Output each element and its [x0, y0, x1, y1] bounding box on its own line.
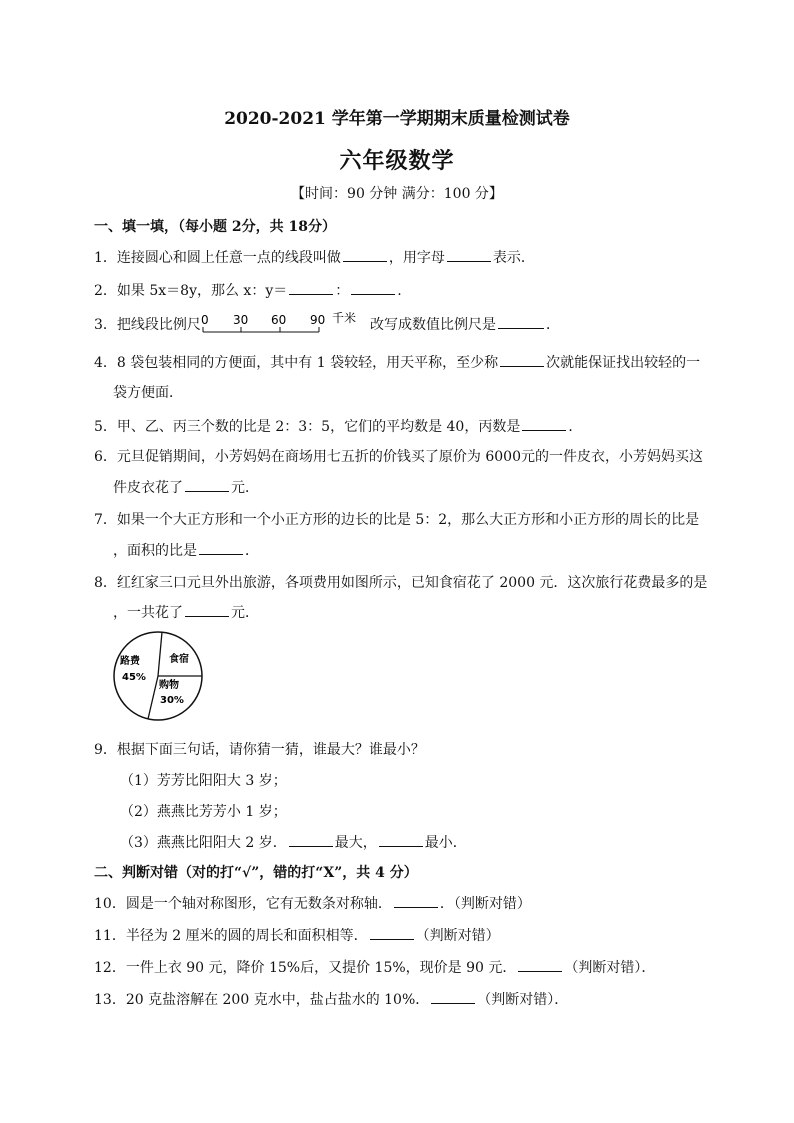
scale-tick-label: 30 — [233, 313, 249, 327]
question-4-cont: 袋方便面． — [113, 385, 183, 401]
answer-blank[interactable] — [522, 418, 566, 431]
pie-label-shisu: 食宿 — [169, 654, 189, 665]
answer-blank[interactable] — [447, 249, 491, 262]
question-7-cont: ，面积的比是 ． — [113, 543, 259, 559]
answer-blank[interactable] — [199, 542, 243, 555]
question-9-statement-3: （3）燕燕比阳阳大 2 岁． 最大， 最小． — [120, 835, 467, 851]
question-1: 1．连接圆心和圆上任意一点的线段叫做 ，用字母 表示． — [94, 250, 535, 266]
question-6-cont: 件皮衣花了 元． — [113, 480, 259, 496]
question-9: 9．根据下面三句话，请你猜一猜，谁最大？谁最小？ — [94, 742, 425, 758]
answer-blank[interactable] — [518, 959, 562, 972]
exam-title: 2020-2021 学年第一学期期末质量检测试卷 — [224, 109, 570, 129]
question-7: 7．如果一个大正方形和一个小正方形的边长的比是 5：2，那么大正方形和小正方形的周长的比是 — [94, 512, 700, 528]
travel-cost-pie-chart — [108, 630, 208, 722]
scale-unit-label: 千米 — [332, 311, 357, 325]
line-scale-figure — [199, 311, 371, 335]
question-2: 2．如果 5x＝8y，那么 x：y＝ ： . — [94, 283, 402, 299]
answer-blank[interactable] — [370, 927, 414, 940]
question-9-statement-1: （1）芳芳比阳阳大 3 岁； — [120, 773, 287, 789]
answer-blank[interactable] — [289, 834, 333, 847]
scale-tick-label: 0 — [201, 313, 209, 327]
pie-value-gouwu: 30% — [160, 695, 184, 706]
question-8-cont: ，一共花了 元． — [113, 605, 259, 621]
answer-blank[interactable] — [500, 354, 544, 367]
scale-tick-label: 90 — [310, 313, 326, 327]
question-9-statement-2: （2）燕燕比芳芳小 1 岁； — [120, 804, 287, 820]
answer-blank[interactable] — [289, 282, 333, 295]
answer-blank[interactable] — [394, 895, 438, 908]
scale-tick-label: 60 — [271, 313, 287, 327]
answer-blank[interactable] — [498, 316, 544, 329]
answer-blank[interactable] — [185, 479, 229, 492]
subject-title: 六年级数学 — [339, 148, 455, 174]
question-3-end: 改写成数值比例尺是 ． — [370, 317, 560, 333]
question-4: 4．8 袋包装相同的方便面，其中有 1 袋较轻，用天平称，至少称 次就能保证找出较轻的一 — [94, 355, 701, 371]
answer-blank[interactable] — [431, 991, 475, 1004]
section-1-heading: 一、填一填，（每小题 2分，共 18分） — [94, 219, 336, 235]
question-10: 10．圆是一个轴对称图形，它有无数条对称轴． ．（判断对错） — [94, 896, 531, 912]
answer-blank[interactable] — [343, 249, 387, 262]
answer-blank[interactable] — [351, 282, 395, 295]
question-3-start: 3．把线段比例尺 — [94, 317, 201, 333]
pie-divider — [158, 632, 162, 676]
question-13: 13．20 克盐溶解在 200 克水中，盐占盐水的 10%． （判断对错）． — [94, 992, 569, 1008]
answer-blank[interactable] — [379, 834, 423, 847]
pie-value-lufei: 45% — [122, 672, 146, 683]
question-5: 5．甲、乙、丙三个数的比是 2：3：5，它们的平均数是 40，丙数是 ． — [94, 419, 583, 435]
pie-label-gouwu: 购物 — [159, 680, 179, 691]
section-2-heading: 二、判断对错（对的打“√”，错的打“X”，共 4 分） — [94, 865, 418, 881]
question-6: 6．元旦促销期间，小芳妈妈在商场用七五折的价钱买了原价为 6000元的一件皮衣，小芳妈妈买这 — [94, 449, 703, 465]
question-12: 12．一件上衣 90 元，降价 15%后，又提价 15%，现价是 90 元． （判断对错）． — [94, 960, 656, 976]
question-8: 8．红红家三口元旦外出旅游，各项费用如图所示，已知食宿花了 2000 元．这次旅行花费最多的是 — [94, 575, 708, 591]
answer-blank[interactable] — [185, 604, 229, 617]
pie-divider — [148, 676, 158, 719]
pie-label-lufei: 路费 — [120, 656, 140, 667]
question-11: 11．半径为 2 厘米的圆的周长和面积相等． （判断对错） — [94, 928, 500, 944]
exam-info: 【时间：90 分钟 满分：100 分】 — [291, 186, 503, 202]
